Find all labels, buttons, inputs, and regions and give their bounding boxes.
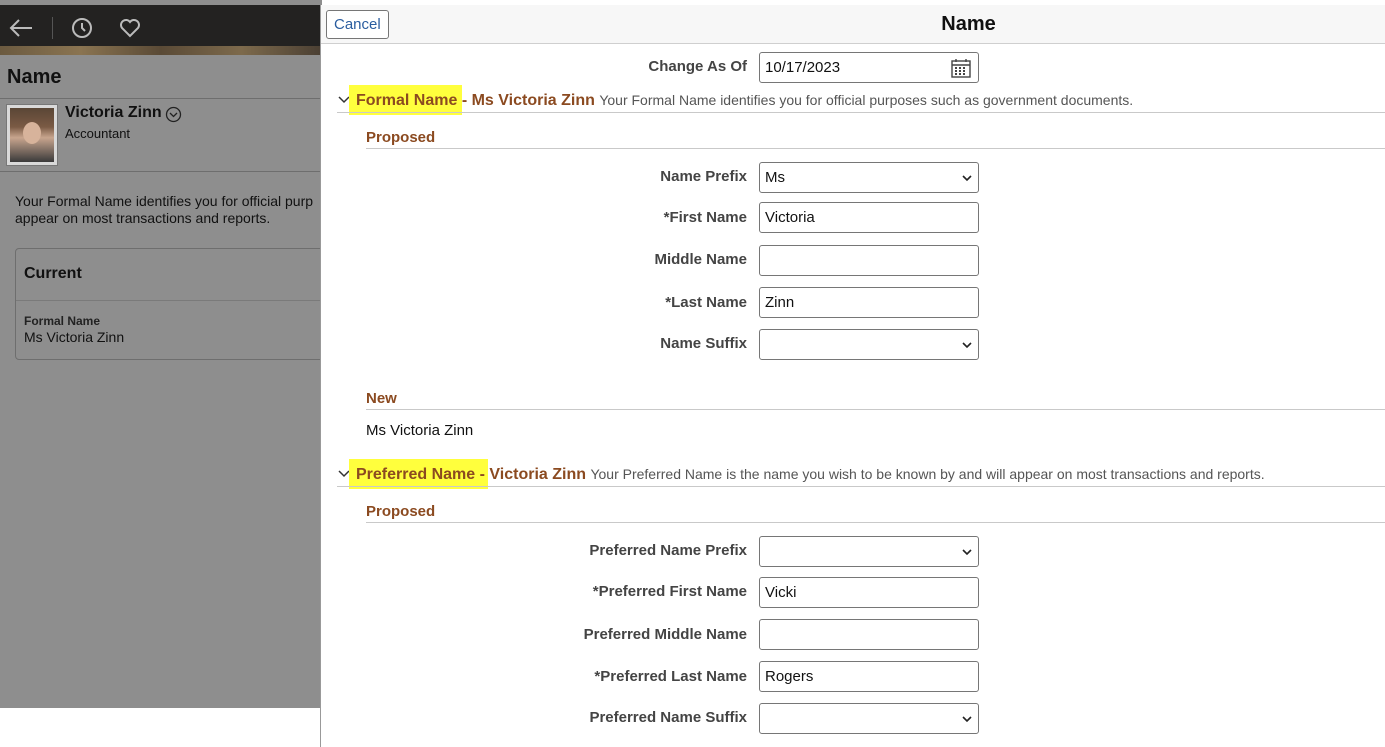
divider [16,300,322,301]
modal-header [321,5,1385,44]
first-name-input[interactable] [759,202,979,233]
last-name-label: *Last Name [665,294,747,311]
calendar-icon[interactable] [950,57,972,79]
toolbar-divider [52,17,53,39]
formal-proposed-label: Proposed [366,129,436,146]
preferred-first-value: Vicki [765,584,797,601]
formal-name-section-title: Formal Name - Ms Victoria Zinn [356,92,595,109]
chevron-down-circle-icon[interactable] [165,106,182,123]
preferred-last-input[interactable] [759,661,979,692]
intro-text-line: Your Formal Name identifies you for official purp [15,193,314,209]
cancel-button[interactable]: Cancel [326,10,389,39]
divider [0,171,322,172]
divider [337,112,1385,113]
name-suffix-select[interactable] [759,329,979,360]
preferred-prefix-select[interactable] [759,536,979,567]
current-card-title: Current [24,265,82,282]
preferred-prefix-label: Preferred Name Prefix [589,542,747,559]
person-role: Accountant [65,126,131,141]
preferred-last-value: Rogers [765,668,814,685]
preferred-suffix-label: Preferred Name Suffix [589,709,747,726]
first-name-value: Victoria [765,209,815,226]
preferred-first-input[interactable] [759,577,979,608]
first-name-label: *First Name [663,209,747,226]
chevron-down-icon [961,340,973,350]
modal-title: Name [941,13,996,35]
current-field-value: Ms Victoria Zinn [24,329,125,345]
name-prefix-select[interactable] [759,162,979,193]
preferred-suffix-select[interactable] [759,703,979,734]
divider [366,522,1385,523]
intro-text [15,193,322,227]
back-arrow-icon[interactable] [8,15,34,41]
avatar [6,104,58,166]
divider [337,486,1385,487]
divider [0,98,322,99]
favorites-heart-icon[interactable] [117,15,143,41]
divider [366,409,1385,410]
chevron-down-icon [961,714,973,724]
current-field-label: Formal Name [24,314,101,328]
change-as-of-value: 10/17/2023 [765,59,841,76]
last-name-value: Zinn [765,294,795,311]
history-clock-icon[interactable] [69,15,95,41]
divider [366,148,1385,149]
intro-text-line: appear on most transactions and reports. [15,210,271,226]
change-as-of-label: Change As Of [648,58,747,75]
change-as-of-date-input[interactable] [759,52,979,83]
last-name-input[interactable] [759,287,979,318]
name-prefix-value: Ms [765,169,785,186]
name-prefix-label: Name Prefix [660,168,747,185]
page-title: Name [7,66,62,88]
top-navigation-bar [0,5,322,55]
middle-name-input[interactable] [759,245,979,276]
formal-new-value: Ms Victoria Zinn [366,422,474,439]
chevron-down-icon [961,173,973,183]
preferred-name-section-description: Your Preferred Name is the name you wish to be known by and will appear on most transactions and reports. [590,466,1265,482]
current-name-card [15,248,322,360]
name-modal-dialog [320,5,1385,747]
formal-name-section-description: Your Formal Name identifies you for official purposes such as government documents. [599,92,1134,108]
chevron-down-icon [961,547,973,557]
preferred-last-label: *Preferred Last Name [594,668,747,685]
preferred-middle-label: Preferred Middle Name [583,626,747,643]
preferred-name-section-title: Preferred Name - Victoria Zinn [356,466,586,483]
formal-new-label: New [366,390,397,407]
avatar-photo [10,108,54,162]
preferred-first-label: *Preferred First Name [592,583,747,600]
middle-name-label: Middle Name [654,251,747,268]
name-suffix-label: Name Suffix [660,335,747,352]
header-banner-image [0,46,322,55]
background-page [0,0,322,708]
person-name: Victoria Zinn [65,104,162,121]
preferred-proposed-label: Proposed [366,503,436,520]
preferred-middle-input[interactable] [759,619,979,650]
